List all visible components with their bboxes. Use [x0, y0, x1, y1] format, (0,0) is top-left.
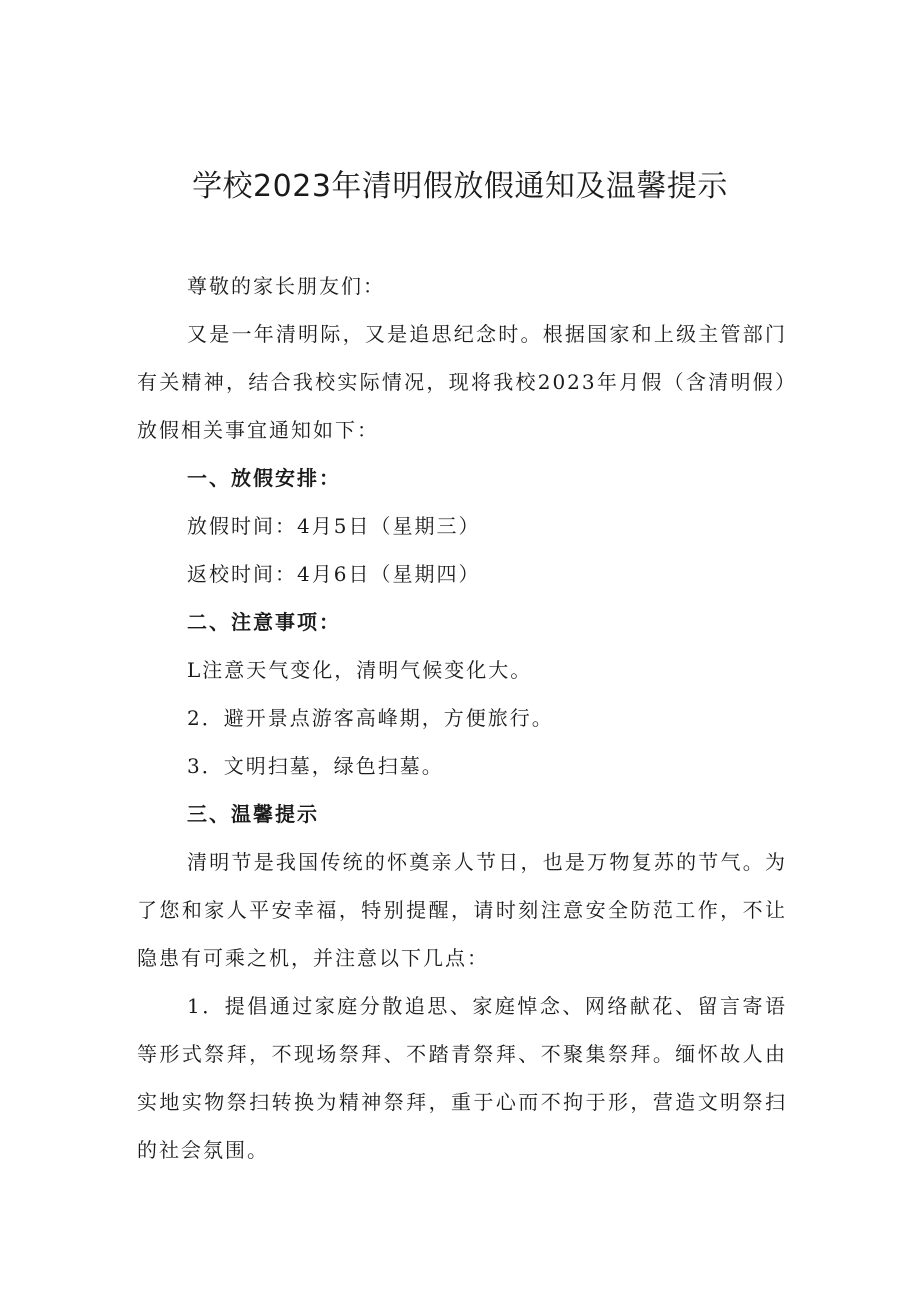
- intro-paragraph: 又是一年清明际，又是追思纪念时。根据国家和上级主管部门有关精神，结合我校实际情况，现将我校2023年月假（含清明假）放假相关事宜通知如下：: [137, 322, 787, 442]
- list-item-note-3: 3．文明扫墓，绿色扫墓。: [187, 754, 444, 778]
- section-heading-schedule: 一、放假安排：: [187, 466, 341, 490]
- list-item-tip-1: 1．提倡通过家庭分散追思、家庭悼念、网络献花、留言寄语等形式祭拜，不现场祭拜、不踏青祭拜、不聚集祭拜。缅怀故人由实地实物祭扫转换为精神祭拜，重于心而不拘于形，营造文明祭扫的社会氛围。: [137, 994, 787, 1162]
- list-item-note-1: L注意天气变化，清明气候变化大。: [187, 658, 533, 682]
- document-title: 学校2023年清明假放假通知及温馨提示: [192, 169, 728, 204]
- list-item-return-time: 返校时间：4月6日（星期四）: [187, 562, 481, 586]
- section-heading-notes: 二、注意事项：: [187, 610, 341, 634]
- list-item-note-2: 2．避开景点游客高峰期，方便旅行。: [187, 706, 554, 730]
- document-body: [137, 262, 787, 1174]
- list-item-leave-time: 放假时间：4月5日（星期三）: [187, 514, 481, 538]
- salutation: 尊敬的家长朋友们：: [187, 274, 385, 298]
- tips-paragraph: 清明节是我国传统的怀奠亲人节日，也是万物复苏的节气。为了您和家人平安幸福，特别提醒，请时刻注意安全防范工作，不让隐患有可乘之机，并注意以下几点：: [137, 850, 787, 970]
- section-heading-tips: 三、温馨提示: [187, 802, 319, 826]
